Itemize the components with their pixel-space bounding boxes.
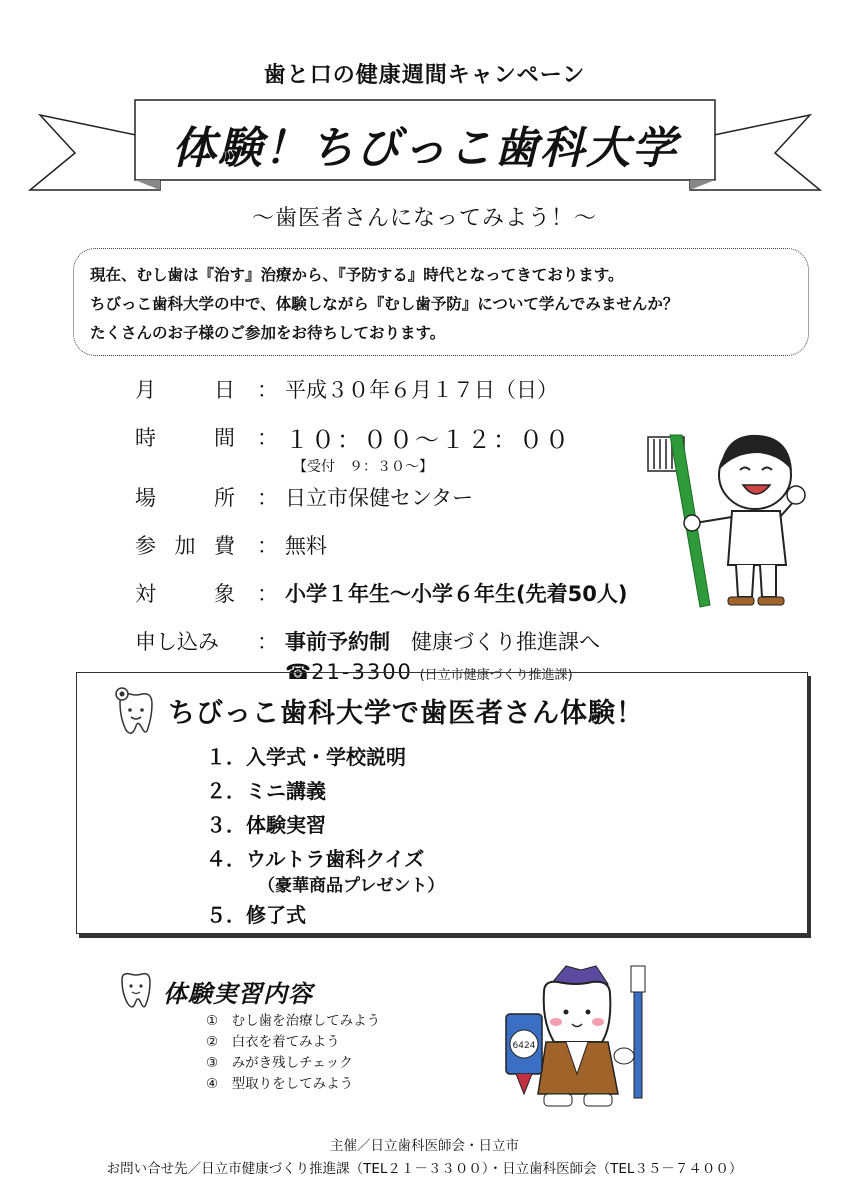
apply-value (285, 626, 600, 656)
colon: ： (257, 582, 278, 606)
tooth-mascot-with-toothbrush-illustration (496, 962, 671, 1112)
experience-heading: ちびっこ歯科大学で歯医者さん体験！ (168, 698, 644, 729)
target-label (135, 578, 235, 608)
colon: ： (257, 534, 278, 558)
tooth-character-icon (116, 968, 156, 1012)
label-char: 場 (135, 486, 156, 510)
fee-label (135, 530, 235, 560)
label-char: 象 (214, 582, 235, 606)
intro-line: ちびっこ歯科大学の中で、体験しながら『むし歯予防』について学んでみませんか？ (90, 295, 679, 313)
apply-department: 健康づくり推進課へ (390, 630, 600, 654)
campaign-title: 歯と口の健康週間キャンペーン (263, 63, 586, 88)
phone-note: (日立市健康づくり推進課) (419, 668, 573, 683)
label-char: 対 (135, 582, 156, 606)
organizer: 主催／日立歯科医師会・日立市 (330, 1138, 519, 1154)
program-step: ２．ミニ講義 (206, 779, 326, 803)
label-char: 間 (214, 426, 235, 450)
place-value: 日立市保健センター (285, 486, 474, 510)
label-char: 月 (135, 378, 156, 402)
main-title: 体験！ちびっこ歯科大学 (172, 123, 678, 174)
time-row (135, 418, 695, 478)
mascot-card-number: 6424 (512, 1041, 536, 1051)
program-step: １．入学式・学校説明 (206, 745, 406, 769)
program-step: ３．体験実習 (206, 813, 326, 837)
fee-row (135, 526, 695, 574)
boy-with-toothbrush-illustration (640, 425, 810, 615)
label-char: 日 (214, 378, 235, 402)
intro-line: 現在、むし歯は『治す』治療から、『予防する』時代となってきております。 (90, 266, 624, 284)
program-steps (206, 741, 444, 933)
apply-label: 申し込み (135, 630, 219, 654)
place-row (135, 478, 695, 526)
phone-number: 21-3300 (311, 660, 413, 684)
event-info (135, 370, 695, 702)
label-char: 参 (135, 534, 156, 558)
program-step: ４．ウルトラ歯科クイズ (206, 847, 425, 871)
label-char: 加 (174, 534, 196, 558)
time-label (135, 422, 235, 452)
prize-note: （豪華商品プレゼント） (258, 876, 445, 896)
reservation-required: 事前予約制 (285, 630, 390, 654)
intro-line: たくさんのお子様のご参加をお待ちしております。 (90, 324, 446, 342)
colon: ： (257, 426, 278, 450)
tooth-character-doctor-icon (112, 686, 160, 740)
intro-box (73, 248, 809, 356)
time-value: １０：００～１２：００ (285, 426, 571, 454)
program-step: ５．修了式 (206, 903, 306, 927)
label-char: 費 (214, 534, 235, 558)
practice-item: ② 白衣を着てみよう (206, 1034, 340, 1050)
contact-info: お問い合せ先／日立市健康づくり推進課（TEL２１－３３００）・日立歯科医師会（TEL３５－７４００） (106, 1161, 743, 1177)
practice-heading: 体験実習内容 (163, 980, 313, 1008)
date-row (135, 370, 695, 418)
subtitle: ～歯医者さんになってみよう！～ (251, 206, 597, 231)
phone-icon: ☎ (285, 660, 312, 684)
reception-time: 【受付 ９：３０～】 (293, 459, 433, 475)
practice-list (206, 1009, 380, 1093)
place-label (135, 482, 235, 512)
practice-item: ③ みがき残しチェック (206, 1055, 353, 1071)
colon: ： (257, 378, 278, 402)
colon: ： (257, 486, 278, 510)
date-value: 平成３０年６月１７日（日） (285, 378, 558, 402)
practice-item: ① むし歯を治療してみよう (206, 1013, 381, 1029)
colon: ： (257, 630, 278, 654)
date-label (135, 374, 235, 404)
practice-item: ④ 型取りをしてみよう (206, 1076, 354, 1092)
target-value: 小学１年生～小学６年生(先着50人) (285, 582, 628, 606)
label-char: 時 (135, 426, 156, 450)
fee-value: 無料 (285, 534, 327, 558)
target-row (135, 574, 695, 622)
label-char: 所 (214, 486, 235, 510)
